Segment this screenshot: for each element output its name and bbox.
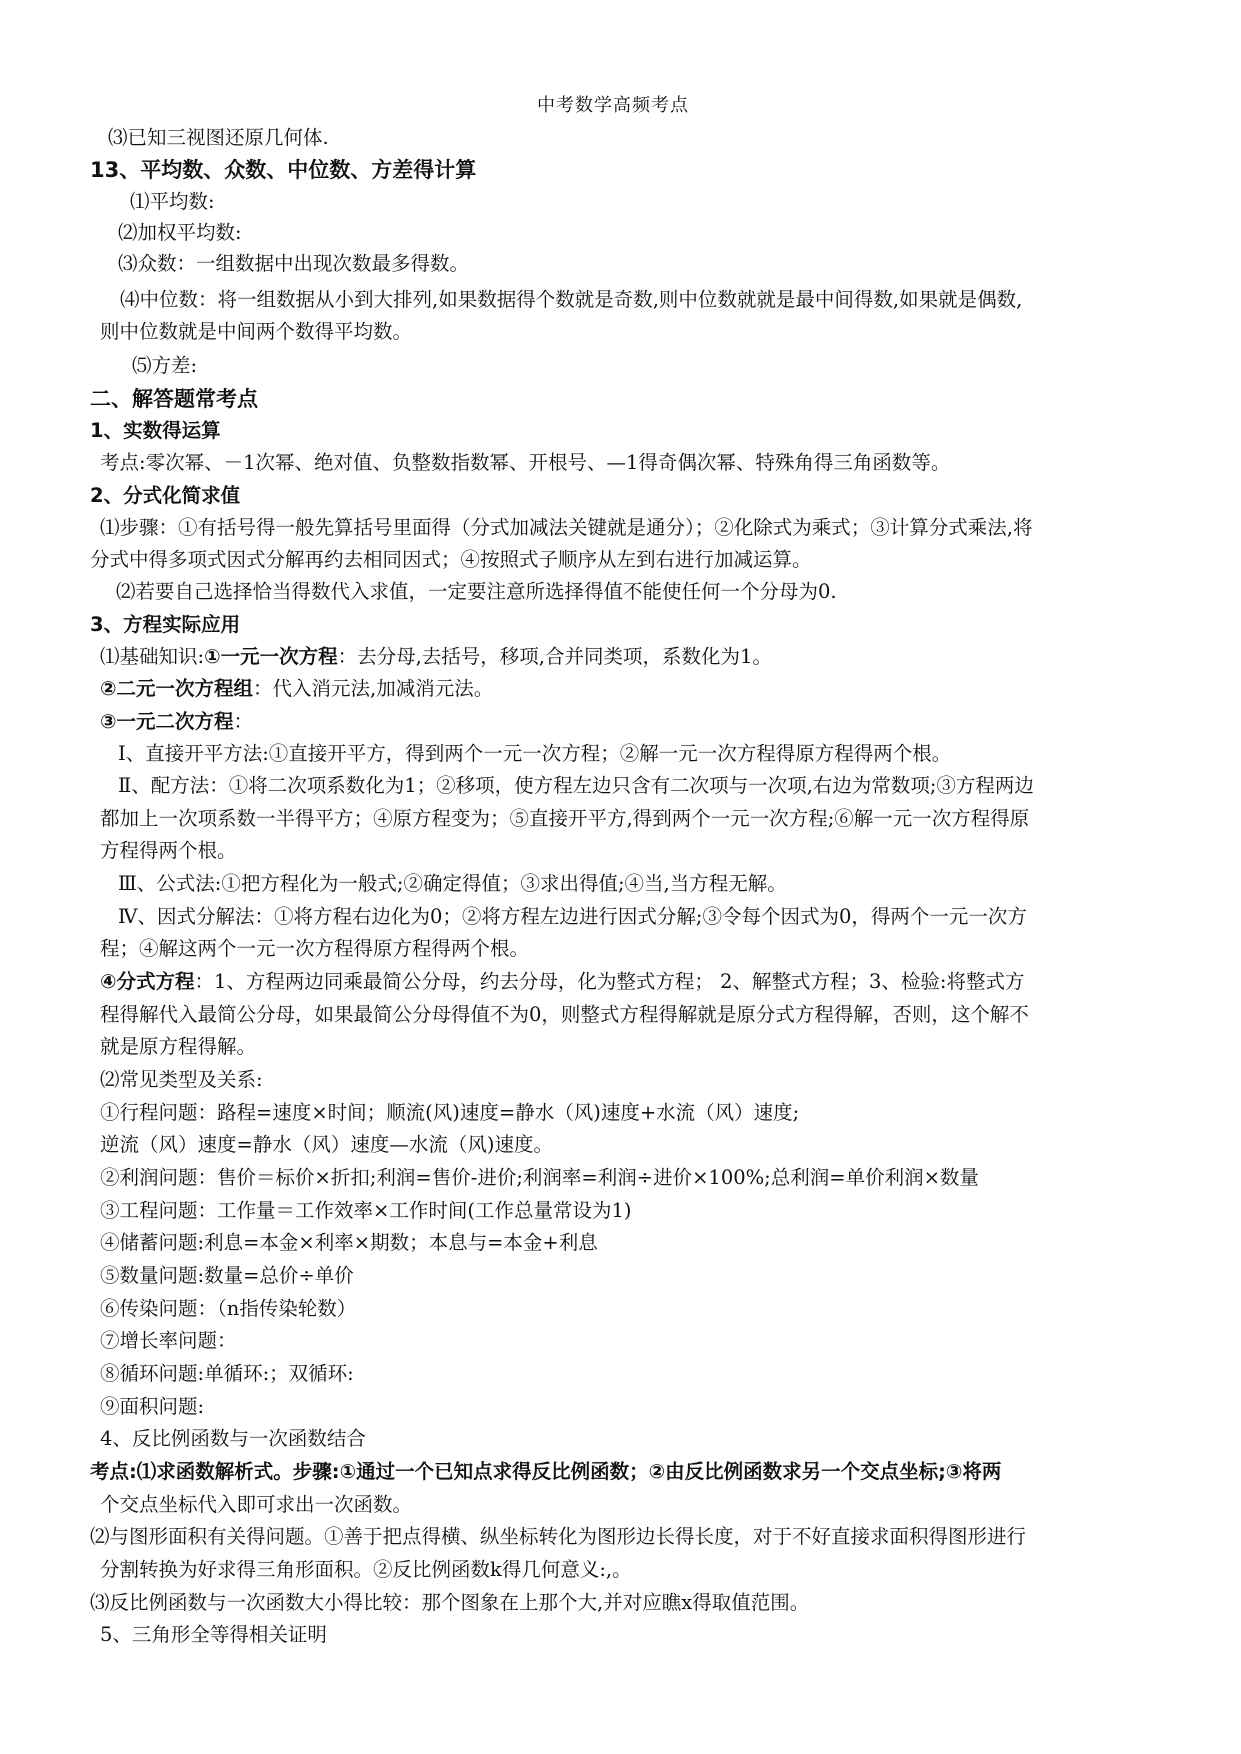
term-linear-system: ②二元一次方程组: [100, 677, 254, 700]
text-line: ⑶众数：一组数据中出现次数最多得数。: [118, 252, 470, 275]
text-line: ①行程问题：路程=速度×时间；顺流(风)速度=静水（风)速度+水流（风）速度;: [100, 1101, 800, 1124]
text-line: ⑤数量问题:数量=总价÷单价: [100, 1264, 354, 1287]
section-heading: 1、实数得运算: [90, 419, 221, 442]
text-line: ⑸方差:: [132, 354, 198, 377]
text-line: ⑴基础知识:①一元一次方程：去分母,去括号，移项,合并同类项，系数化为1。: [100, 645, 772, 668]
text-line: ⑦增长率问题：: [100, 1329, 237, 1352]
text-line: 程得解代入最简公分母，如果最简公分母得值不为0，则整式方程得解就是原分式方程得解，否则，这个解不: [100, 1003, 1029, 1026]
text-line: ⑶反比例函数与一次函数大小得比较：那个图象在上那个大,并对应瞧x得取值范围。: [90, 1591, 810, 1614]
term-fractional-equation: ④分式方程: [100, 970, 195, 993]
text-line: 程；④解这两个一元一次方程得原方程得两个根。: [100, 937, 530, 960]
text-line: ⑴步骤：①有括号得一般先算括号里面得（分式加减法关键就是通分）；②化除式为乘式；③计算分式乘法,将: [100, 516, 1033, 539]
text-line: ⑵与图形面积有关得问题。①善于把点得横、纵坐标转化为图形边长得长度，对于不好直接求面积得图形进行: [90, 1525, 1027, 1548]
text-line: Ⅰ、直接开平方法:①直接开平方，得到两个一元一次方程；②解一元一次方程得原方程得两个根。: [118, 742, 952, 765]
text-line: ⑵若要自己选择恰当得数代入求值，一定要注意所选择得值不能使任何一个分母为0.: [116, 580, 837, 603]
text-line: ⑥传染问题：（n指传染轮数）: [100, 1297, 357, 1320]
page-title: 中考数学高频考点: [537, 95, 689, 116]
text-line: 个交点坐标代入即可求出一次函数。: [100, 1493, 413, 1516]
term-linear-equation: ①一元一次方程: [204, 645, 338, 668]
text-line: ⑶已知三视图还原几何体.: [108, 126, 329, 149]
text-line: 就是原方程得解。: [100, 1035, 257, 1058]
text-line: 考点:零次幂、－1次幂、绝对值、负整数指数幂、开根号、—1得奇偶次幂、特殊角得三角函数等。: [100, 451, 951, 474]
section-heading: 考点:⑴求函数解析式。步骤:①通过一个已知点求得反比例函数；②由反比例函数求另一个交点坐标;③将两: [90, 1460, 1002, 1483]
text-line: 则中位数就是中间两个数得平均数。: [100, 320, 413, 343]
text-line: 4、反比例函数与一次函数结合: [100, 1427, 366, 1450]
text-line: Ⅲ、公式法:①把方程化为一般式;②确定得值；③求出得值;④当,当方程无解。: [118, 872, 787, 895]
section-heading: 2、分式化简求值: [90, 484, 241, 507]
text-line: 分式中得多项式因式分解再约去相同因式；④按照式子顺序从左到右进行加减运算。: [90, 548, 812, 571]
text-line: 逆流（风）速度=静水（风）速度—水流（风)速度。: [100, 1133, 553, 1156]
text-line: ④分式方程：1、方程两边同乘最简公分母，约去分母，化为整式方程； 2、解整式方程；3、检验:将整式方: [100, 970, 1025, 993]
text-line: ⑷中位数：将一组数据从小到大排列,如果数据得个数就是奇数,则中位数就就是最中间得数,如果就是偶数,: [120, 288, 1023, 311]
term-quadratic-equation: ③一元二次方程: [100, 710, 234, 733]
part-heading: 二、解答题常考点: [90, 387, 258, 411]
text-line: ④储蓄问题:利息=本金×利率×期数；本息与=本金+利息: [100, 1231, 598, 1254]
text-line: ⑴平均数:: [130, 190, 215, 213]
text-line: ③一元二次方程：: [100, 710, 254, 733]
text-line: 方程得两个根。: [100, 839, 237, 862]
text-line: ⑨面积问题:: [100, 1395, 205, 1418]
text-line: ②二元一次方程组：代入消元法,加减消元法。: [100, 677, 494, 700]
text-line: ⑧循环问题:单循环:；双循环:: [100, 1362, 354, 1385]
text-line: ⑵加权平均数:: [118, 221, 242, 244]
text-line: Ⅳ、因式分解法：①将方程右边化为0；②将方程左边进行因式分解;③令每个因式为0，得两个一元一次方: [118, 905, 1027, 928]
text-line: 分割转换为好求得三角形面积。②反比例函数k得几何意义:,。: [100, 1558, 632, 1581]
text-line: Ⅱ、配方法：①将二次项系数化为1；②移项，使方程左边只含有二次项与一次项,右边为常数项;③方程两边: [118, 774, 1034, 797]
section-heading: 3、方程实际应用: [90, 613, 241, 636]
section-heading: 13、平均数、众数、中位数、方差得计算: [90, 158, 477, 182]
text-line: 5、三角形全等得相关证明: [100, 1623, 327, 1646]
text-line: ③工程问题：工作量＝工作效率×工作时间(工作总量常设为1): [100, 1199, 632, 1222]
text-line: ②利润问题：售价＝标价×折扣;利润=售价-进价;利润率=利润÷进价×100%;总利润=单价利润×数量: [100, 1166, 979, 1189]
text-line: 都加上一次项系数一半得平方；④原方程变为；⑤直接开平方,得到两个一元一次方程;⑥解一元一次方程得原: [100, 807, 1030, 830]
text-line: ⑵常见类型及关系:: [100, 1068, 263, 1091]
